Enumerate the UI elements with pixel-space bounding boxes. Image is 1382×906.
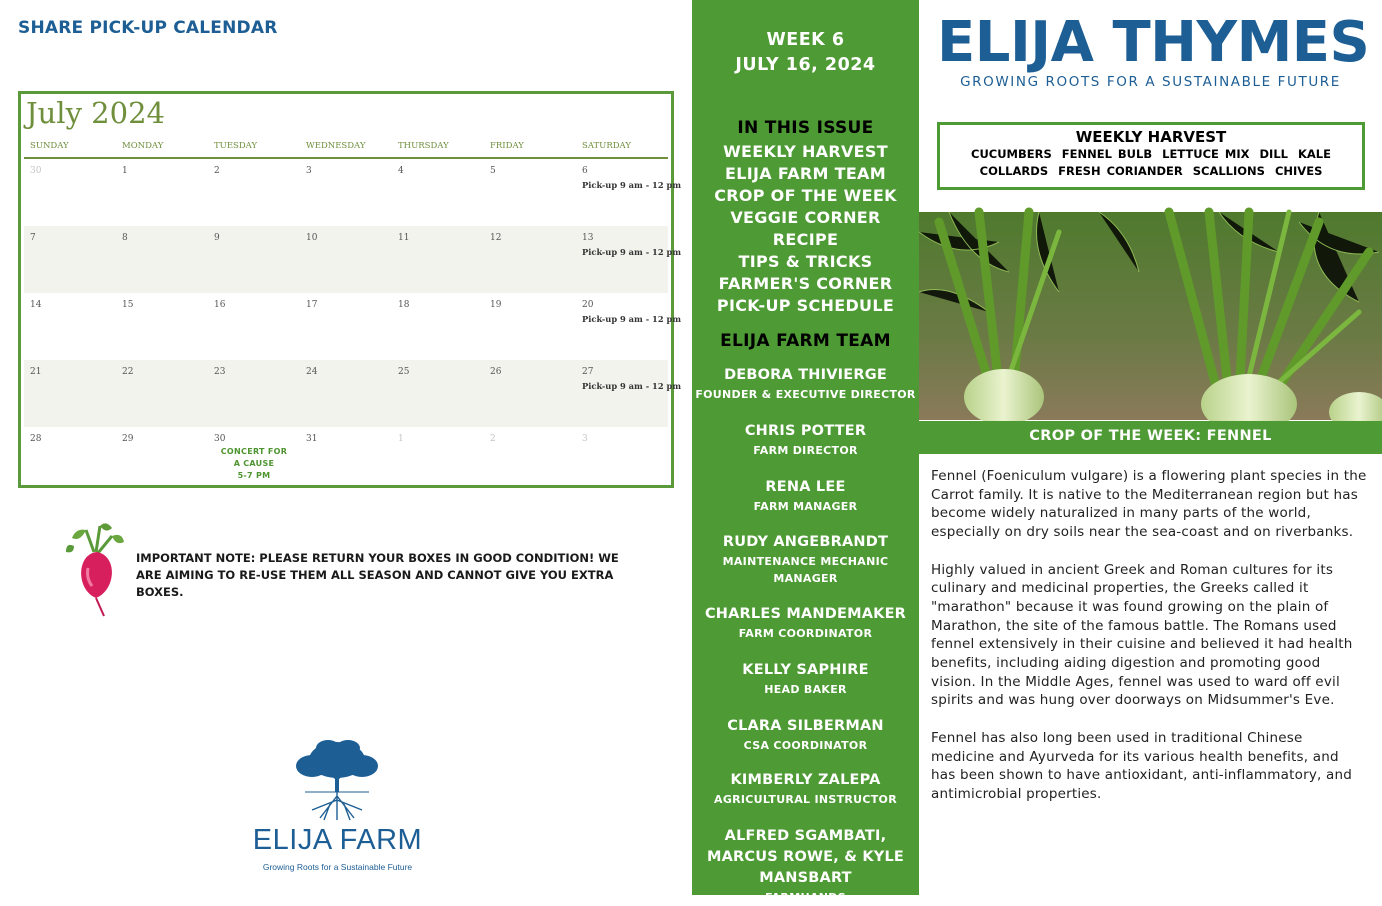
day-number: 30 [30,166,42,176]
calendar-month: July 2024 [26,96,165,130]
calendar-day [484,360,576,427]
member-name: CHRIS POTTER [744,423,867,439]
calendar-day [116,293,208,360]
member-role: AGRICULTURAL INSTRUCTOR [714,793,897,806]
calendar-day [576,427,668,494]
calendar-day [24,360,116,427]
newsletter-title: ELIJA THYMES [937,10,1370,75]
crop-article [931,467,1367,822]
day-number: 29 [122,434,134,444]
calendar-day [208,159,300,226]
day-number: 23 [214,367,226,377]
day-header: MONDAY [122,141,164,151]
day-number: 30 [214,434,226,444]
calendar-event [208,446,300,482]
issue-list [692,142,919,318]
day-number: 19 [490,300,502,310]
pickup-time: Pick-up 9 am - 12 pm [582,381,682,391]
pickup-time: Pick-up 9 am - 12 pm [582,247,682,257]
calendar-week [24,360,682,427]
calendar-day [576,360,682,427]
day-number: 4 [398,166,404,176]
calendar-day [208,293,300,360]
calendar-day [116,427,208,494]
calendar-day [576,159,682,226]
calendar-day [208,360,300,427]
member-name: KIMBERLY ZALEPA [730,772,881,788]
harvest-row [940,163,1362,180]
team-member [692,477,919,515]
issue-item: ELIJA FARM TEAM [725,164,886,183]
calendar-day [24,427,116,494]
event-line: A CAUSE [233,459,275,468]
team-member [692,716,919,754]
calendar-day [484,293,576,360]
calendar-day [24,293,116,360]
calendar-day [392,159,484,226]
day-number: 3 [582,434,588,444]
calendar-day [116,159,208,226]
weekly-harvest-box [937,122,1365,190]
harvest-item: LETTUCE MIX [1162,147,1250,161]
issue-item: VEGGIE CORNER [730,208,881,227]
member-role: FARM MANAGER [753,500,858,513]
day-header: WEDNESDAY [306,141,366,151]
day-number: 24 [306,367,318,377]
issue-item: FARMER'S CORNER [718,274,893,293]
event-line: 5-7 PM [237,471,271,480]
member-role: MAINTENANCE MECHANIC MANAGER [722,555,889,585]
calendar-grid [24,159,682,494]
issue-item: RECIPE [772,230,839,249]
calendar-day [300,427,392,494]
member-role: FARM DIRECTOR [753,444,858,457]
calendar-day [392,360,484,427]
day-number: 2 [490,434,496,444]
day-number: 5 [490,166,496,176]
calendar-day [392,427,484,494]
day-number: 28 [30,434,42,444]
pickup-calendar [18,91,682,488]
day-number: 15 [122,300,134,310]
day-number: 13 [582,233,594,243]
calendar-day [300,293,392,360]
day-header: SATURDAY [582,141,631,151]
day-number: 27 [582,367,594,377]
calendar-day [24,159,116,226]
member-name: DEBORA THIVIERGE [724,367,887,383]
important-note [64,522,624,622]
member-name: CLARA SILBERMAN [727,718,884,734]
calendar-day [116,226,208,293]
day-header: SUNDAY [30,141,69,151]
article-paragraph: Fennel (Foeniculum vulgare) is a flowering plant species in the Carrot family. It is native to the Mediterranean region but has become widely naturalized in many parts of the world, especially on dry soils near the sea-coast and on riverbanks. [931,468,1367,541]
calendar-day [484,159,576,226]
member-role: CSA COORDINATOR [743,739,868,752]
harvest-row [940,146,1362,163]
issue-item: WEEKLY HARVEST [723,142,888,161]
crop-of-week-banner: CROP OF THE WEEK: FENNEL [919,421,1382,454]
member-name: CHARLES MANDEMAKER [704,606,907,622]
member-role: FOUNDER & EXECUTIVE DIRECTOR [695,388,916,401]
issue-item: TIPS & TRICKS [738,252,873,271]
day-header: TUESDAY [214,141,258,151]
day-number: 1 [122,166,128,176]
day-number: 6 [582,166,588,176]
calendar-day [576,226,682,293]
team-member [692,532,919,587]
calendar-day [116,360,208,427]
calendar-week [24,159,682,226]
day-number: 25 [398,367,410,377]
team-member [692,604,919,642]
calendar-week [24,226,682,293]
member-role: FARMHANDS [765,891,846,904]
important-note-text: IMPORTANT NOTE: PLEASE RETURN YOUR BOXES IN GOOD CONDITION! WE ARE AIMING TO RE-USE THEM ALL SEASON AND CANNOT GIVE YOU EXTRA BOXES. [136,551,619,599]
harvest-item: COLLARDS [979,164,1049,178]
calendar-week [24,427,668,494]
tree-icon [250,738,425,822]
issue-item: PICK-UP SCHEDULE [716,296,895,315]
harvest-item: CUCUMBERS [971,147,1052,161]
day-number: 20 [582,300,594,310]
event-line: CONCERT FOR [220,447,288,456]
calendar-day [300,360,392,427]
day-number: 31 [306,434,318,444]
day-number: 9 [214,233,220,243]
harvest-item: FENNEL BULB [1061,147,1153,161]
calendar-day [300,226,392,293]
day-header: THURSDAY [398,141,449,151]
calendar-day [208,427,300,494]
team-member [692,421,919,459]
harvest-item: FRESH CORIANDER [1058,164,1183,178]
day-number: 7 [30,233,36,243]
calendar-day [392,293,484,360]
calendar-day-headers [24,141,668,159]
day-number: 22 [122,367,134,377]
day-number: 18 [398,300,410,310]
member-role: FARM COORDINATOR [738,627,873,640]
member-name: KELLY SAPHIRE [742,662,869,678]
beet-icon [64,522,126,618]
team-title: ELIJA FARM TEAM [720,331,891,351]
day-number: 8 [122,233,128,243]
issue-item: CROP OF THE WEEK [714,186,897,205]
pickup-time: Pick-up 9 am - 12 pm [582,180,682,190]
calendar-heading: SHARE PICK-UP CALENDAR [18,18,278,38]
harvest-item: SCALLIONS [1192,164,1265,178]
calendar-day [392,226,484,293]
team-member [692,826,919,906]
team-member [692,770,919,808]
day-number: 1 [398,434,404,444]
calendar-day [484,427,576,494]
member-role: HEAD BAKER [764,683,847,696]
day-number: 14 [30,300,42,310]
calendar-day [208,226,300,293]
calendar-day [300,159,392,226]
fennel-photo [919,212,1382,420]
day-number: 21 [30,367,42,377]
team-member [692,365,919,403]
day-number: 3 [306,166,312,176]
day-number: 11 [398,233,410,243]
logo-name: ELIJA FARM [252,824,423,856]
team-member [692,660,919,698]
calendar-day [576,293,682,360]
member-name: RUDY ANGEBRANDT [722,534,889,550]
day-number: 26 [490,367,502,377]
day-number: 17 [306,300,318,310]
sidebar [692,0,919,904]
calendar-day [24,226,116,293]
member-name: ALFRED SGAMBATI, MARCUS ROWE, & KYLE MANSBART [706,828,905,886]
in-this-issue-title: IN THIS ISSUE [737,118,874,138]
pickup-time: Pick-up 9 am - 12 pm [582,314,682,324]
day-number: 12 [490,233,502,243]
newsletter-subtitle: GROWING ROOTS FOR A SUSTAINABLE FUTURE [960,74,1341,90]
day-number: 10 [306,233,318,243]
article-paragraph: Highly valued in ancient Greek and Roman cultures for its culinary and medicinal properties, the Greeks called it "marathon" because it was found growing on the plain of Marathon, the site of the famous battle. The Romans used fennel extensively in their cuisine and believed it had health benefits, including aiding digestion and promoting good vision. In the Middle Ages, fennel was used to ward off evil spirits and was hung over doorways on Midsummer's Eve. [931,561,1353,709]
week-number: WEEK 6 [766,30,845,50]
calendar-week [24,293,682,360]
harvest-item: CHIVES [1274,164,1323,178]
harvest-item: KALE [1297,147,1331,161]
weekly-harvest-title: WEEKLY HARVEST [1075,128,1227,146]
article-paragraph: Fennel has also long been used in traditional Chinese medicine and Ayurveda for its various health benefits, and has been shown to have antioxidant, anti-inflammatory, and antimicrobial properties. [931,729,1352,802]
elija-farm-logo [250,738,425,878]
issue-date: JULY 16, 2024 [735,55,876,75]
day-number: 16 [214,300,226,310]
day-header: FRIDAY [490,141,524,151]
logo-tagline: Growing Roots for a Sustainable Future [262,862,413,872]
calendar-day [484,226,576,293]
harvest-item: DILL [1259,147,1288,161]
member-name: RENA LEE [765,479,846,495]
day-number: 2 [214,166,220,176]
